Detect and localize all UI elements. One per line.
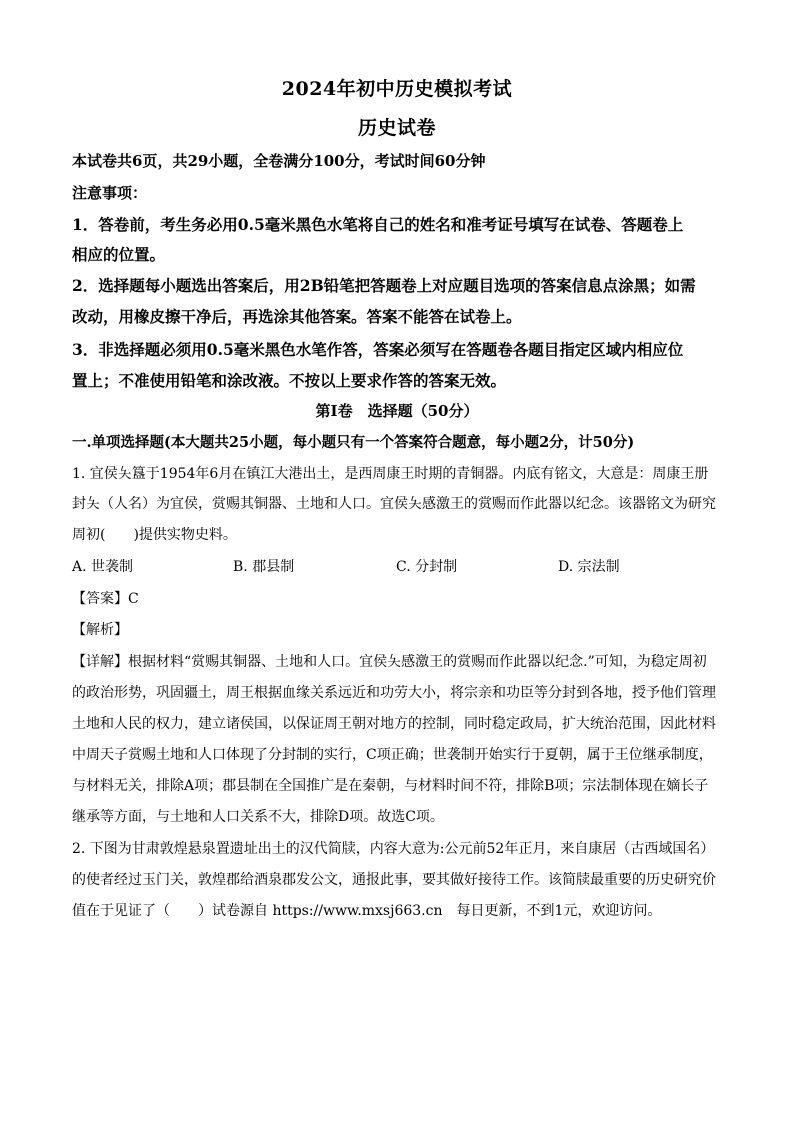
question-1-detail-line-6: 继承等方面，与土地和人口关系不大，排除D项。故选C项。: [72, 809, 444, 825]
question-1-line-1: 1. 宜侯夨簋于1954年6月在镇江大港出土，是西周康王时期的青铜器。内底有铭文，大意是：周康王册: [72, 466, 709, 482]
note-1-line-2: 相应的位置。: [72, 245, 166, 264]
question-1-analysis-label: 【解析】: [72, 622, 128, 638]
question-2-line-2: 的使者经过玉门关，敦煌郡给酒泉郡发公文，通报此事，要其做好接待工作。该简牍最重要的历史研究价: [72, 872, 716, 888]
question-1-option-a: A. 世袭制: [72, 559, 134, 575]
question-1-answer: 【答案】C: [72, 591, 139, 607]
note-1-line-1: 1．答卷前，考生务必用0.5毫米黑色水笔将自己的姓名和准考证号填写在试卷、答题卷上: [72, 215, 684, 234]
question-1-option-d: D. 宗法制: [558, 559, 620, 575]
question-1-option-c: C. 分封制: [396, 559, 458, 575]
note-3-line-1: 3．非选择题必须用0.5毫米黑色水笔作答，答案必须写在答题卷各题目指定区域内相应位: [72, 340, 684, 359]
question-1-line-3: 周初( )提供实物史料。: [72, 527, 237, 543]
notice-heading: 注意事项：: [72, 184, 148, 202]
exam-summary: 本试卷共6页，共29小题，全卷满分100分，考试时间60分钟: [72, 152, 486, 170]
section-heading: 一.单项选择题(本大题共25小题，每小题只有一个答案符合题意，每小题2分，计50分): [72, 434, 635, 451]
page-title: 2024年初中历史模拟考试: [281, 78, 513, 100]
question-2-line-3: 值在于见证了（ ）试卷源自 https://www.mxsj663.cn 每日更新，不到1元，欢迎访问。: [72, 903, 662, 919]
page-subtitle: 历史试卷: [357, 117, 436, 139]
question-2-line-1: 2. 下图为甘肃敦煌悬泉置遗址出土的汉代简牍，内容大意为:公元前52年正月，来自康居（古西域国名）: [72, 841, 715, 857]
note-3-line-2: 置上；不准使用铅笔和涂改液。不按以上要求作答的答案无效。: [72, 371, 507, 390]
question-1-detail-line-4: 中周天子赏赐土地和人口体现了分封制的实行，C项正确；世袭制开始实行于夏朝，属于王位继承制度，: [72, 747, 713, 763]
note-2-line-1: 2．选择题每小题选出答案后，用2B铅笔把答题卷上对应题目选项的答案信息点涂黑；如需: [72, 276, 696, 295]
question-1-detail-line-3: 土地和人民的权力，建立诸侯国，以保证周王朝对地方的控制，同时稳定政局，扩大统治范围，因此材料: [72, 716, 716, 732]
question-1-detail-line-1: 【详解】根据材料“赏赐其铜器、土地和人口。宜侯夨感激王的赏赐而作此器以纪念.”可知，为稳定周初: [72, 654, 707, 670]
part-title: 第Ⅰ卷 选择题（50分）: [315, 402, 479, 420]
question-1-detail-line-5: 与材料无关，排除A项；郡县制在全国推广是在秦朝，与材料时间不符，排除B项；宗法制体现在嫡长子: [72, 778, 709, 794]
question-1-line-2: 封夨（人名）为宜侯，赏赐其铜器、土地和人口。宜侯夨感激王的赏赐而作此器以纪念。该器铭文为研究: [72, 496, 716, 512]
note-2-line-2: 改动，用橡皮擦干净后，再选涂其他答案。答案不能答在试卷上。: [72, 307, 522, 326]
question-1-detail-line-2: 的政治形势，巩固疆土，周王根据血缘关系远近和功劳大小，将宗亲和功臣等分封到各地，授予他们管理: [72, 685, 716, 701]
question-1-option-b: B. 郡县制: [233, 559, 295, 575]
